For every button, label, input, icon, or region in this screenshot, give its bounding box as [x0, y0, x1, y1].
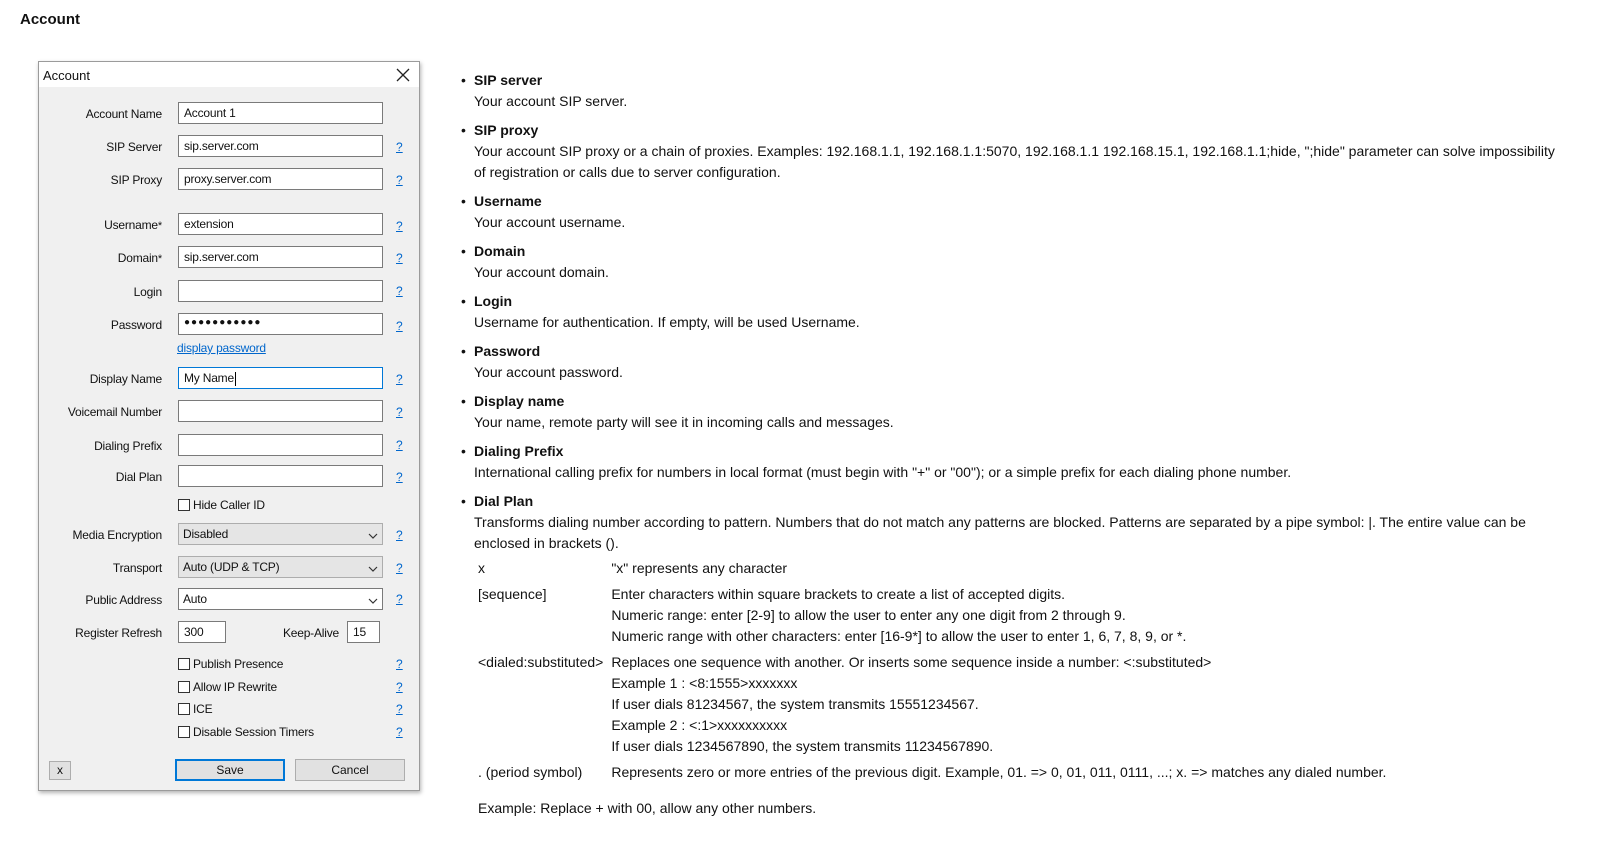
transport-label: Transport — [112, 561, 162, 575]
chevron-down-icon — [368, 562, 378, 576]
ice-checkbox[interactable]: ICE — [178, 702, 212, 716]
username-label: Username* — [104, 218, 162, 232]
dial-plan-example: Example: Replace + with 00, allow any other numbers. — [478, 800, 817, 816]
dial-plan-help-link[interactable]: ? — [396, 470, 403, 484]
checkbox-box[interactable] — [178, 499, 190, 511]
text-caret — [235, 372, 236, 386]
table-row: <dialed:substituted> Replaces one sequence with another. Or inserts some sequence inside a number: <:substituted> Example 1 : <8:1555>xxxxxxx If user dials 81234567, the system transmits 15551234567. Example 2 : <:1>xxxxxxxxxx If user dials 1234567890, the system transmits 11234567890. — [478, 654, 1212, 754]
required-mark: * — [157, 220, 162, 232]
allow-ip-rewrite-checkbox[interactable]: Allow IP Rewrite — [178, 680, 277, 694]
field-list — [460, 70, 1570, 819]
transport-select[interactable]: Auto (UDP & TCP) — [178, 556, 383, 578]
save-button[interactable]: Save — [175, 759, 285, 781]
sip-server-input[interactable]: sip.server.com — [178, 135, 383, 157]
login-label: Login — [133, 285, 162, 299]
media-encryption-help-link[interactable]: ? — [396, 528, 403, 542]
dialing-prefix-label: Dialing Prefix — [94, 439, 162, 453]
sip-proxy-input[interactable]: proxy.server.com — [178, 168, 383, 190]
checkbox-box[interactable] — [178, 726, 190, 738]
login-input[interactable] — [178, 280, 383, 302]
sip-server-label: SIP Server — [106, 140, 162, 154]
display-name-label: Display Name — [89, 372, 162, 386]
transport-help-link[interactable]: ? — [396, 561, 403, 575]
doc-item-dial-plan: • Dial Plan Transforms dialing number according to pattern. Numbers that do not match any patterns are blocked. Patterns are separated by a pipe symbol: |. The entire value can be enclosed in brackets (). x "x" represents any character [sequence] Enter characters within square brackets to create a list of accepted digits. Numeric range: enter [2-9] to allow the user to enter any one digit from 2 through 9. Numeric range with other characters: enter [16-9*] to allow the user to enter 1, 6, 7, 8, 9, or *. <dialed:substituted> Replaces one sequence with another. Or inserts some sequence inside a number: <:substituted> Example 1 : <8:1555>xxxxxxx If user dials 81234567, the system transmits 15551234567. Example 2 : <:1>xxxxxxxxxx If user dials 1234567890, the system transmits 11234567890. . (period symbol) Represents zero or more entries of the previous digit. Example, 01. => 0, 01, 011, 0111, ...; x. => matches any dialed number. Example: Replace + with 00, allow any other numbers. — [474, 491, 1570, 819]
register-refresh-input[interactable]: 300 — [178, 621, 226, 643]
chevron-down-icon — [368, 529, 378, 543]
account-name-label: Account Name — [85, 107, 162, 121]
sip-proxy-label: SIP Proxy — [110, 173, 162, 187]
register-refresh-label: Register Refresh — [75, 626, 162, 640]
required-mark: * — [157, 253, 162, 265]
display-name-help-link[interactable]: ? — [396, 372, 403, 386]
doc-item-login: • Login Username for authentication. If empty, will be used Username. — [474, 291, 1570, 333]
doc-item-domain: • Domain Your account domain. — [474, 241, 1570, 283]
sip-proxy-help-link[interactable]: ? — [396, 173, 403, 187]
keep-alive-label: Keep-Alive — [282, 626, 339, 640]
password-help-link[interactable]: ? — [396, 319, 403, 333]
password-input[interactable]: ●●●●●●●●●●● — [178, 313, 383, 335]
voicemail-number-input[interactable] — [178, 400, 383, 422]
hide-caller-id-checkbox[interactable]: Hide Caller ID — [178, 498, 265, 512]
checkbox-box[interactable] — [178, 658, 190, 670]
doc-item-dialing-prefix: • Dialing Prefix International calling prefix for numbers in local format (must begin with "+" or "00"); or a simple prefix for each dialing phone number. — [474, 441, 1570, 483]
checkbox-box[interactable] — [178, 681, 190, 693]
sip-server-help-link[interactable]: ? — [396, 140, 403, 154]
account-name-input[interactable]: Account 1 — [178, 102, 383, 124]
doc-item-sip-proxy: • SIP proxy Your account SIP proxy or a chain of proxies. Examples: 192.168.1.1, 192.168.1.1:5070, 192.168.1.1 192.168.15.1, 192.168.1.1;hide, ";hide" parameter can solve impossibility of registration or calls due to server configuration. — [474, 120, 1570, 183]
table-row: [sequence] Enter characters within square brackets to create a list of accepted digits. Numeric range: enter [2-9] to allow the user to enter any one digit from 2 through 9. Numeric range with other characters: enter [16-9*] to allow the user to enter 1, 6, 7, 8, 9, or *. — [478, 586, 1187, 644]
username-help-link[interactable]: ? — [396, 219, 403, 233]
dialog-titlebar — [39, 62, 419, 87]
doc-item-display-name: • Display name Your name, remote party will see it in incoming calls and messages. — [474, 391, 1570, 433]
disable-session-timers-help-link[interactable]: ? — [396, 725, 403, 739]
media-encryption-label: Media Encryption — [72, 528, 162, 542]
dial-plan-input[interactable] — [178, 465, 383, 487]
voicemail-number-help-link[interactable]: ? — [396, 405, 403, 419]
login-help-link[interactable]: ? — [396, 284, 403, 298]
publish-presence-help-link[interactable]: ? — [396, 657, 403, 671]
ice-help-link[interactable]: ? — [396, 702, 403, 716]
publish-presence-checkbox[interactable]: Publish Presence — [178, 657, 283, 671]
public-address-select[interactable]: Auto — [178, 588, 383, 610]
username-input[interactable]: extension — [178, 213, 383, 235]
public-address-label: Public Address — [85, 593, 162, 607]
doc-item-sip-server: • SIP server Your account SIP server. — [474, 70, 1570, 112]
voicemail-number-label: Voicemail Number — [67, 405, 162, 419]
table-row: . (period symbol) Represents zero or more entries of the previous digit. Example, 01. => 0, 01, 011, 0111, ...; x. => matches any dialed number. — [478, 764, 1387, 780]
page-title: Account — [20, 11, 80, 28]
dial-plan-label: Dial Plan — [115, 470, 162, 484]
display-name-input[interactable]: My Name — [178, 367, 383, 389]
doc-item-password: • Password Your account password. — [474, 341, 1570, 383]
small-close-button[interactable]: x — [49, 761, 71, 780]
chevron-down-icon — [368, 594, 378, 608]
doc-item-username: • Username Your account username. — [474, 191, 1570, 233]
cancel-button[interactable]: Cancel — [295, 759, 405, 781]
table-row: x "x" represents any character — [478, 560, 788, 576]
close-icon[interactable] — [393, 65, 413, 85]
allow-ip-rewrite-help-link[interactable]: ? — [396, 680, 403, 694]
dial-plan-table — [474, 557, 1390, 784]
password-label: Password — [110, 318, 162, 332]
domain-input[interactable]: sip.server.com — [178, 246, 383, 268]
keep-alive-input[interactable]: 15 — [347, 621, 380, 643]
domain-label: Domain* — [117, 251, 162, 265]
dialing-prefix-help-link[interactable]: ? — [396, 438, 403, 452]
account-dialog — [38, 61, 420, 791]
dialing-prefix-input[interactable] — [178, 434, 383, 456]
dialog-title: Account — [43, 68, 90, 83]
disable-session-timers-checkbox[interactable]: Disable Session Timers — [178, 725, 314, 739]
field-documentation — [460, 70, 1570, 827]
checkbox-box[interactable] — [178, 703, 190, 715]
domain-help-link[interactable]: ? — [396, 251, 403, 265]
media-encryption-select[interactable]: Disabled — [178, 523, 383, 545]
display-password-link[interactable]: display password — [177, 341, 266, 355]
public-address-help-link[interactable]: ? — [396, 592, 403, 606]
